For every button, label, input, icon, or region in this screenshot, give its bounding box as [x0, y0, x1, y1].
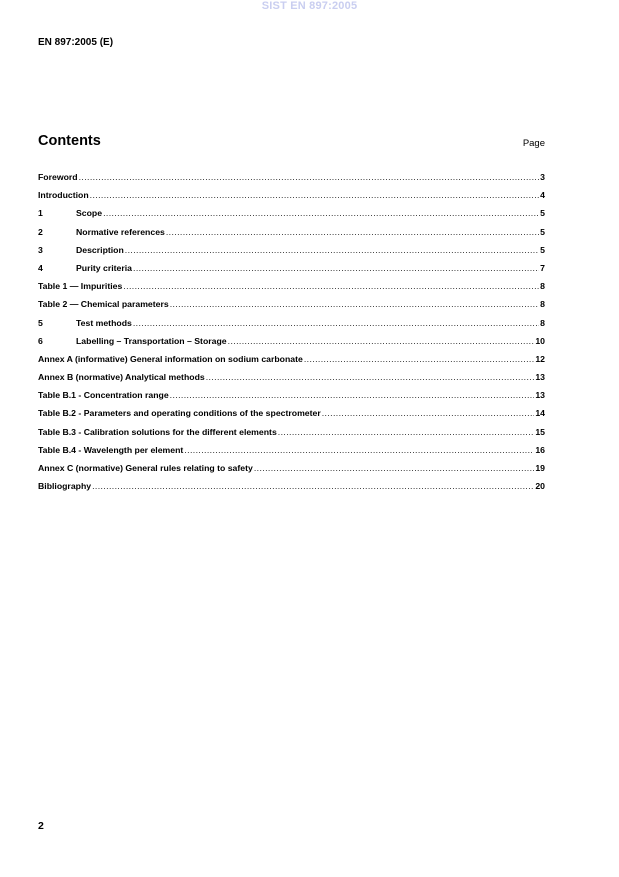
toc-entry[interactable] — [38, 208, 545, 226]
toc-entry-title: Table B.3 - Calibration solutions for the different elements — [38, 426, 277, 437]
toc-entry[interactable] — [38, 463, 545, 481]
toc-leader-dots — [133, 263, 539, 273]
toc-leader-dots — [170, 299, 539, 309]
toc-entry[interactable] — [38, 172, 545, 190]
toc-entry-page: 8 — [540, 317, 545, 328]
toc-entry-title: Annex A (informative) General information on sodium carbonate — [38, 353, 303, 364]
toc-entry[interactable] — [38, 408, 545, 426]
toc-entry[interactable] — [38, 190, 545, 208]
toc-entry[interactable] — [38, 354, 545, 372]
toc-leader-dots — [103, 208, 539, 218]
toc-entry-title: Bibliography — [38, 481, 92, 492]
watermark: SIST EN 897:2005 — [261, 0, 358, 12]
toc-entry[interactable] — [38, 336, 545, 354]
toc-entry-number: 1 — [38, 208, 43, 219]
toc-entry-page: 3 — [540, 172, 545, 182]
toc-leader-dots — [228, 336, 535, 346]
toc-entry-title: Table B.4 - Wavelength per element — [38, 444, 184, 455]
toc-leader-dots — [166, 227, 539, 237]
toc-entry[interactable] — [38, 227, 545, 245]
toc-entry-page: 5 — [540, 208, 545, 219]
toc-entry[interactable] — [38, 390, 545, 408]
toc-entry-title: Table 2 — Chemical parameters — [38, 299, 169, 310]
toc-entry-page: 14 — [535, 408, 545, 419]
table-of-contents — [38, 172, 545, 499]
toc-leader-dots — [304, 354, 534, 364]
toc-entry-title: Introduction — [38, 190, 89, 201]
toc-entry-title: Annex B (normative) Analytical methods — [38, 372, 205, 383]
toc-entry-page: 4 — [540, 190, 545, 201]
toc-entry[interactable] — [38, 299, 545, 317]
toc-entry[interactable] — [38, 318, 545, 336]
document-reference: EN 897:2005 (E) — [38, 37, 114, 48]
toc-entry-number: 2 — [38, 226, 43, 237]
toc-entry-title: Annex C (normative) General rules relating to safety — [38, 463, 253, 473]
toc-entry-page: 13 — [535, 372, 545, 383]
toc-leader-dots — [170, 390, 535, 400]
toc-entry-title: Normative references — [76, 226, 165, 237]
toc-leader-dots — [133, 318, 539, 328]
toc-entry-page: 12 — [535, 353, 545, 364]
toc-entry-number: 3 — [38, 244, 43, 255]
toc-leader-dots — [184, 445, 534, 455]
toc-entry-number: 5 — [38, 317, 43, 328]
toc-leader-dots — [206, 372, 535, 382]
toc-leader-dots — [254, 463, 534, 473]
toc-leader-dots — [322, 408, 535, 418]
toc-entry-title: Table B.2 - Parameters and operating conditions of the spectrometer — [38, 408, 321, 419]
toc-entry-page: 15 — [535, 426, 545, 437]
toc-entry-number: 4 — [38, 262, 43, 273]
toc-entry-page: 20 — [535, 481, 545, 492]
toc-entry[interactable] — [38, 245, 545, 263]
toc-entry-number: 6 — [38, 335, 43, 346]
toc-entry-page: 10 — [535, 335, 545, 346]
page-number: 2 — [38, 820, 44, 832]
toc-entry[interactable] — [38, 263, 545, 281]
toc-entry-page: 7 — [540, 262, 545, 273]
toc-entry-page: 13 — [535, 390, 545, 401]
toc-leader-dots — [278, 427, 535, 437]
toc-entry-page: 5 — [540, 244, 545, 255]
contents-title: Contents — [38, 133, 101, 149]
toc-leader-dots — [125, 245, 539, 255]
toc-entry[interactable] — [38, 281, 545, 299]
toc-entry-title: Description — [76, 244, 124, 255]
toc-entry-title: Test methods — [76, 317, 132, 328]
page-column-label: Page — [522, 138, 545, 149]
toc-leader-dots — [92, 481, 534, 491]
toc-entry-page: 19 — [535, 463, 545, 473]
toc-entry[interactable] — [38, 445, 545, 463]
toc-entry-title: Purity criteria — [76, 262, 133, 273]
toc-entry[interactable] — [38, 481, 545, 499]
toc-entry-page: 5 — [540, 226, 545, 237]
toc-entry-title: Labelling – Transportation – Storage — [76, 335, 227, 346]
toc-entry-title: Foreword — [38, 172, 78, 182]
toc-entry-title: Table B.1 - Concentration range — [38, 390, 169, 401]
toc-entry[interactable] — [38, 427, 545, 445]
toc-entry[interactable] — [38, 372, 545, 390]
toc-leader-dots — [79, 172, 540, 182]
toc-entry-title: Scope — [76, 208, 103, 219]
toc-entry-page: 8 — [540, 299, 545, 310]
toc-entry-title: Table 1 — Impurities — [38, 281, 123, 292]
toc-leader-dots — [123, 281, 539, 291]
toc-entry-page: 8 — [540, 281, 545, 292]
toc-entry-page: 16 — [535, 444, 545, 455]
toc-leader-dots — [90, 190, 539, 200]
